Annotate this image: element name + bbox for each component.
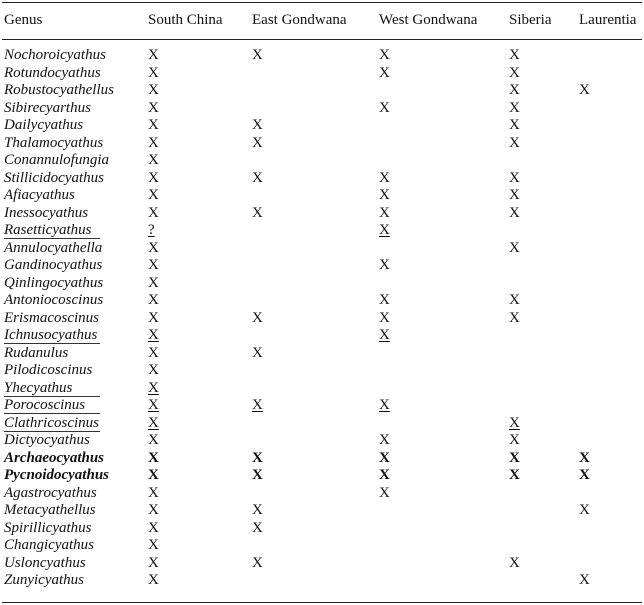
occurrence-cell: X [148,397,159,413]
occurrence-cell: X [509,187,520,203]
occurrence-cell: X [509,449,520,466]
occurrence-cell: X [579,467,590,483]
table-row [0,257,644,275]
genus-name: Dictyocyathus [4,432,90,448]
occurrence-cell: X [252,397,263,413]
occurrence-cell: X [379,47,390,63]
table-row [0,327,644,345]
genus-name: Pycnoidocyathus [4,467,109,483]
occurrence-cell: X [379,99,390,116]
table-row [0,345,644,363]
occurrence-cell: X [148,484,159,501]
header-genus: Genus [4,12,43,28]
occurrence-cell: X [379,169,390,186]
genus-name: Robustocyathellus [4,82,114,98]
genus-name: Porocoscinus [4,397,86,413]
table-row [0,485,644,503]
occurrence-cell: X [509,292,520,308]
occurrence-cell: X [379,449,390,466]
occurrence-cell: X [148,379,159,396]
occurrence-cell: X [148,327,159,343]
table-row [0,275,644,293]
occurrence-cell: X [509,204,520,221]
table-row [0,362,644,380]
occurrence-cell: X [148,257,159,273]
occurrence-cell: X [509,99,520,116]
table-row [0,100,644,118]
occurrence-cell: X [252,519,263,536]
occurrence-cell: X [148,99,159,116]
occurrence-cell: X [148,152,159,168]
table-row [0,572,644,590]
table-row [0,152,644,170]
occurrence-cell: X [252,554,263,571]
header-east-gondwana: East Gondwana [252,12,347,28]
occurrence-cell: X [148,239,159,256]
occurrence-cell: X [252,309,263,326]
occurrence-cell: X [379,257,390,273]
occurrence-cell: X [148,292,159,308]
occurrence-cell: X [509,134,520,151]
occurrence-cell: X [252,344,263,361]
occurrence-cell: X [509,414,520,431]
genus-name: Usloncyathus [4,554,86,571]
header-laurentia: Laurentia [579,12,637,28]
occurrence-cell: X [148,467,159,483]
genus-name: Afiacyathus [4,187,75,203]
genus-name: Pilodicoscinus [4,362,93,378]
genus-name: Zunyicyathus [4,572,84,588]
genus-name: Rasetticyathus [4,222,92,238]
occurrence-cell: X [148,432,159,448]
table-bottom-rule [2,602,642,603]
occurrence-cell: X [148,414,159,431]
table-row [0,187,644,205]
occurrence-cell: X [509,467,520,483]
genus-name: Changicyathus [4,537,94,553]
occurrence-cell: X [379,484,390,501]
occurrence-cell: X [252,169,263,186]
occurrence-cell: X [509,117,520,133]
occurrence-cell: X [148,47,159,63]
genus-name: Clathricoscinus [4,414,100,431]
occurrence-cell: X [579,82,590,98]
genus-name: Dailycyathus [4,117,84,133]
genus-name: Antoniocoscinus [4,292,104,308]
occurrence-cell: X [379,204,390,221]
occurrence-cell: X [148,274,159,291]
occurrence-cell: X [379,222,390,238]
table-row [0,47,644,65]
header-siberia: Siberia [509,12,552,28]
table-row [0,502,644,520]
occurrence-cell: X [509,64,520,81]
table-row [0,135,644,153]
occurrence-cell: X [148,344,159,361]
occurrence-cell: X [379,187,390,203]
table-row [0,65,644,83]
table-row [0,222,644,240]
table-top-rule [2,2,642,3]
genus-name: Sibirecyarthus [4,99,91,116]
genus-name: Agastrocyathus [4,484,97,501]
table-row [0,310,644,328]
table-row [0,432,644,450]
occurrence-cell: X [148,449,159,466]
occurrence-cell: X [379,327,390,343]
genus-name: Rudanulus [4,344,69,361]
genus-name: Ichnusocyathus [4,327,98,343]
occurrence-cell: X [148,64,159,81]
occurrence-cell: X [579,449,590,466]
occurrence-cell: X [148,117,159,133]
genus-name: Inessocyathus [4,204,89,221]
genus-name: Metacyathellus [4,502,96,518]
occurrence-cell: X [148,537,159,553]
occurrence-cell: X [148,502,159,518]
occurrence-cell: X [148,134,159,151]
occurrence-cell: X [252,449,263,466]
occurrence-cell: X [148,362,159,378]
table-row [0,292,644,310]
table-row [0,520,644,538]
occurrence-cell: X [509,47,520,63]
occurrence-cell: X [148,187,159,203]
occurrence-cell: X [148,169,159,186]
occurrence-cell: X [148,309,159,326]
occurrence-cell: X [379,292,390,308]
table-row [0,380,644,398]
occurrence-cell: X [148,82,159,98]
genus-name: Archaeocyathus [4,449,105,466]
table-row [0,397,644,415]
occurrence-cell: X [579,502,590,518]
occurrence-cell: X [148,554,159,571]
occurrence-cell: X [252,47,263,63]
occurrence-cell: X [379,467,390,483]
occurrence-cell: X [252,204,263,221]
table-row [0,240,644,258]
occurrence-cell: X [509,432,520,448]
occurrence-cell: X [148,519,159,536]
header-south-china: South China [148,12,223,28]
genus-name: Rotundocyathus [4,64,101,81]
genus-name: Yhecyathus [4,379,73,396]
table-header-rule [2,39,642,40]
table-row [0,415,644,433]
occurrence-cell: X [509,554,520,571]
occurrence-cell: X [379,432,390,448]
occurrence-cell: X [509,82,520,98]
occurrence-cell: X [148,204,159,221]
occurrence-cell: X [252,134,263,151]
genus-name: Gandinocyathus [4,257,103,273]
genus-name: Annulocyathella [4,239,103,256]
table-row [0,450,644,468]
table-row [0,82,644,100]
genus-name: Thalamocyathus [4,134,104,151]
genus-name: Conannulofungia [4,152,110,168]
genus-name: Nochoroicyathus [4,47,106,63]
occurrence-cell: X [252,502,263,518]
occurrence-cell: X [509,309,520,326]
genus-name: Qinlingocyathus [4,274,104,291]
table-row [0,555,644,573]
occurrence-cell: X [252,467,263,483]
occurrence-cell: ? [148,222,155,238]
occurrence-cell: X [379,309,390,326]
occurrence-cell: X [379,397,390,413]
occurrence-cell: X [579,572,590,588]
header-west-gondwana: West Gondwana [379,12,478,28]
genus-name: Spirillicyathus [4,519,92,536]
table-row [0,170,644,188]
occurrence-cell: X [252,117,263,133]
genus-name: Erismacoscinus [4,309,99,326]
occurrence-cell: X [148,572,159,588]
occurrence-cell: X [509,239,520,256]
table-row [0,467,644,485]
table-row [0,537,644,555]
table-row [0,205,644,223]
occurrence-cell: X [509,169,520,186]
genus-name: Stillicidocyathus [4,169,104,186]
table-row [0,117,644,135]
occurrence-cell: X [379,64,390,81]
